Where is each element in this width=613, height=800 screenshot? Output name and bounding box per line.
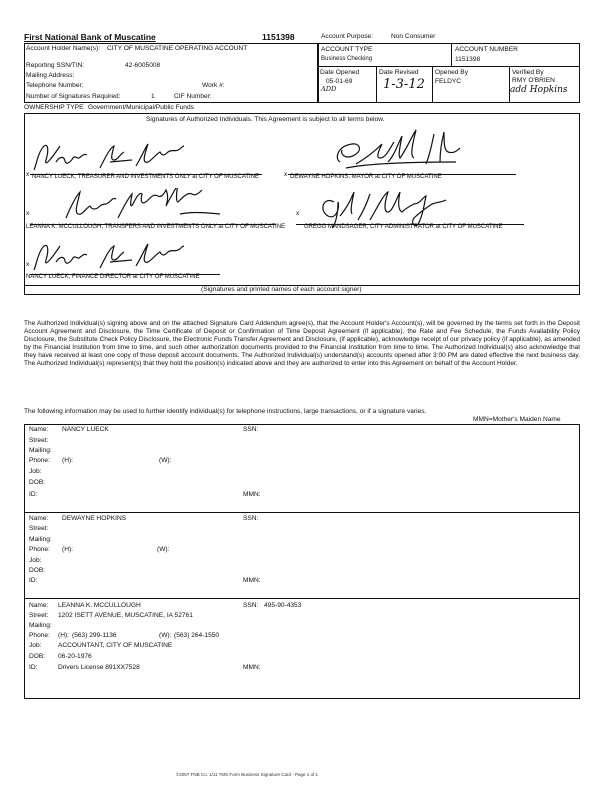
phone-work-label: (W): [159, 457, 172, 464]
dob-label: DOB: [29, 567, 46, 574]
record-id: Drivers License 891XX7528 [58, 664, 140, 671]
signer-mark: x [296, 210, 300, 217]
mailing-label: Mailing: [29, 622, 52, 629]
date-opened-label: Date Opened [320, 69, 360, 76]
cif-number-label: CIF Number: [174, 93, 212, 100]
account-holder-name-value: CITY OF MUSCATINE OPERATING ACCOUNT [107, 45, 248, 52]
id-label: ID: [29, 577, 38, 584]
signer-caption: NANCY LUECK, TREASURER AND INVESTMENTS ONLY at CITY OF MUSCATINE [32, 174, 260, 180]
record-name: DEWAYNE HOPKINS [62, 515, 127, 522]
job-label: Job: [29, 557, 42, 564]
signatures-required-value: 1 [151, 93, 155, 100]
ssn-label: SSN: [243, 515, 259, 522]
signer-caption: DEWAYNE HOPKINS, MAYOR at CITY OF MUSCATINE [290, 174, 442, 180]
name-label: Name: [29, 602, 49, 609]
record-name: LEANNA K. MCCULLOUGH [58, 602, 141, 609]
record-phone-home: (563) 299-1136 [72, 632, 117, 639]
dob-label: DOB: [29, 479, 46, 486]
street-label: Street: [29, 525, 49, 532]
verified-by-note: add Hopkins [510, 85, 568, 95]
form-number: 1151398 [262, 32, 295, 42]
account-purpose-value: Non Consumer [391, 33, 436, 40]
ssn-label: SSN: [243, 426, 259, 433]
date-opened-note: ADD [321, 85, 337, 93]
street-label: Street: [29, 612, 49, 619]
date-revised-label: Date Revised [379, 69, 419, 76]
signer-caption: GREGG MANDSAGER, CITY ADMINISTRATOR at CITY OF MUSCATINE [304, 224, 503, 230]
date-opened-value: 05-01-69 [326, 78, 353, 85]
reporting-ssn-label: Reporting SSN/TIN: [26, 62, 85, 69]
signer-mark: x [26, 171, 30, 178]
signature-gregg-mandsager [312, 186, 502, 232]
account-type-label: ACCOUNT TYPE [321, 46, 373, 53]
signatures-required-label: Number of Signatures Required: [26, 93, 121, 100]
name-label: Name: [29, 426, 49, 433]
account-type-value: Business Checking [321, 56, 373, 62]
signer-mark: x [284, 171, 288, 178]
phone-home-label: (H): [58, 632, 69, 639]
phone-work-label: (W): [159, 632, 172, 639]
record-dob: 06-20-1976 [58, 653, 92, 660]
phone-work-label: (W): [157, 546, 170, 553]
record-name: NANCY LUECK [62, 426, 109, 433]
identification-record [0, 515, 613, 599]
record-phone-work: (563) 264-1550 [174, 632, 220, 639]
bank-name: First National Bank of Muscatine [24, 32, 156, 42]
work-number-label: Work #: [202, 82, 225, 89]
identification-record [0, 426, 613, 512]
signature-nancy-lueck-2 [30, 240, 220, 274]
verified-by-value: RMY O'BRIEN [512, 77, 555, 84]
footer-fine-print: ©2007 FNB Co. 1/11 TMS Form Business Signature Card - Page 1 of 1 [176, 772, 318, 777]
mmn-label: MMN: [243, 577, 261, 584]
ownership-type-value: Government/Municipal/Public Funds [88, 104, 194, 111]
ownership-type-label: OWNERSHIP TYPE [24, 104, 84, 111]
phone-home-label: (H): [62, 457, 73, 464]
signer-caption: LEANNA K. MCCULLOUGH, TRANSFERS AND INVESTMENTS ONLY at CITY OF MUSCATINE [26, 224, 286, 230]
dob-label: DOB: [29, 653, 46, 660]
signature-dewayne-hopkins [290, 128, 480, 174]
record-ssn: 495-90-4353 [264, 602, 302, 609]
id-label: ID: [29, 491, 38, 498]
signer-mark: x [26, 210, 30, 217]
reporting-ssn-value: 42-6005008 [125, 62, 161, 69]
phone-label: Phone: [29, 632, 50, 639]
agreement-text: The Authorized Individual(s) signing above and on the attached Signature Card Addendum agree(s), that the Account Holder's Account(s), will be governed by the terms set forth in the Deposit Account Agreement and Disclosure, the Time Certificate of Deposit or Confirmation of Time Deposit Agreement (if applicable), the Rate and Fee Schedule, the Funds Availability Policy Disclosure, the Substitute Check Policy Disclosure, the Electronic Funds Transfer Agreement and Disclosure, (if applicable), acknowledge receipt of our privacy policy (if applicable), as amended by the Financial Institution from time to time, and such other authorization documents provided to the Financial Institution from time to time. The Authorized Individual(s) also acknowledge that they have received at least one copy of those deposit account documents. The Authorized Individual(s) understand(s) accounts opened after 3:00 PM are dated effective the next business day. The Authorized Individual(s) represent(s) that they hold the position(s) indicated above and they are authorized to enter into this Agreement on behalf of the Account Holder. [24, 320, 581, 367]
ssn-label: SSN: [243, 602, 259, 609]
signature-header: Signatures of Authorized Individuals. This Agreement is subject to all terms below. [146, 116, 385, 123]
mailing-address-label: Mailing Address: [26, 72, 75, 79]
signer-caption: NANCY LUECK, FINANCE DIRECTOR at CITY OF MUSCATINE [26, 274, 200, 280]
opened-by-label: Opened By [435, 69, 468, 76]
mmn-label: MMN: [243, 664, 261, 671]
identification-intro: The following information may be used to further identify individual(s) for telephone instructions, large transactions, or if a signature varies. [24, 408, 427, 415]
phone-label: Phone: [29, 546, 50, 553]
account-number-label: ACCOUNT NUMBER [455, 46, 518, 53]
street-label: Street: [29, 437, 49, 444]
account-purpose-label: Account Purpose: [321, 33, 374, 40]
phone-label: Phone: [29, 457, 50, 464]
signer-mark: x [26, 261, 30, 268]
signature-leanna-mccullough [60, 188, 250, 224]
account-holder-name-label: Account Holder Name(s): [26, 45, 101, 52]
job-label: Job: [29, 468, 42, 475]
mmn-legend: MMN=Mother's Maiden Name [473, 416, 561, 423]
record-street: 1202 ISETT AVENUE, MUSCATINE, IA 52761 [58, 612, 193, 619]
job-label: Job: [29, 642, 42, 649]
id-label: ID: [29, 664, 38, 671]
verified-by-label: Verified By [512, 69, 544, 76]
telephone-label: Telephone Number: [26, 82, 84, 89]
date-revised-value: 1-3-12 [383, 77, 425, 92]
name-label: Name: [29, 515, 49, 522]
mmn-label: MMN: [243, 491, 261, 498]
record-job: ACCOUNTANT, CITY OF MUSCATINE [58, 642, 173, 649]
account-number-value: 1151398 [455, 56, 481, 63]
signature-nancy-lueck [30, 140, 220, 174]
identification-record [0, 602, 613, 692]
mailing-label: Mailing: [29, 447, 52, 454]
phone-home-label: (H): [62, 546, 73, 553]
signature-footer: (Signatures and printed names of each account signer) [201, 286, 362, 293]
opened-by-value: FELDYC [435, 78, 462, 85]
mailing-label: Mailing: [29, 536, 52, 543]
